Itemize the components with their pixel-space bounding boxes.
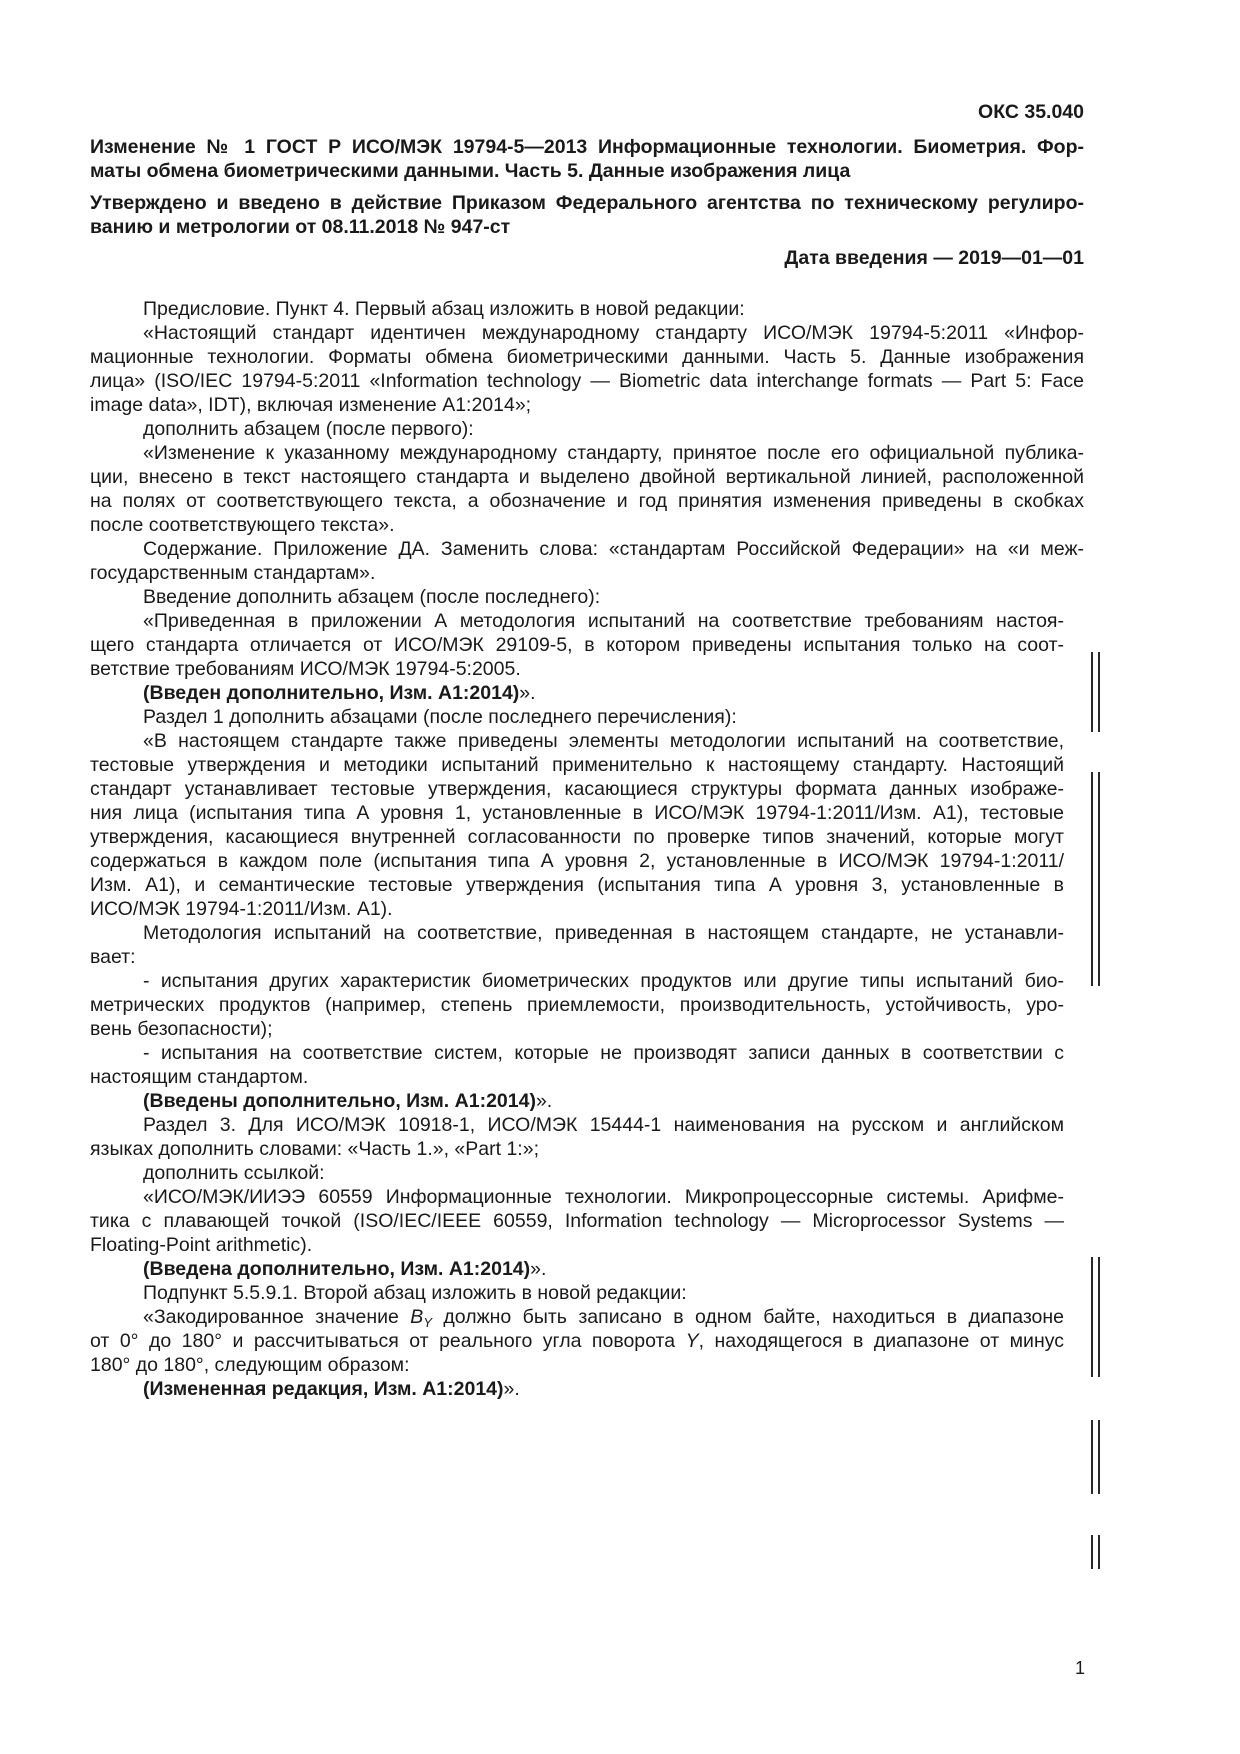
text-line: Раздел 3. Для ИСО/МЭК 10918-1, ИСО/МЭК 15444-1 наименования на русском и английском — [143, 1114, 1064, 1136]
change-note-bold: (Измененная редакция, Изм. А1:2014) — [143, 1378, 504, 1400]
change-note — [143, 681, 1084, 705]
text-line: «ИСО/МЭК/ИИЭЭ 60559 Информационные технологии. Микропроцессорные системы. Арифме- — [143, 1186, 1064, 1208]
text-line: - испытания других характеристик биометрических продуктов или другие типы испытаний био- — [143, 970, 1064, 992]
text-line: стандарт устанавливает тестовые утверждения, касающиеся структуры формата данных изображе- — [90, 778, 1064, 800]
text-line: «Изменение к указанному международному стандарту, принятое после его официальной публика- — [143, 442, 1084, 464]
change-note — [143, 1377, 1084, 1401]
text-line: на полях от соответствующего текста, а обозначение и год принятия изменения приведены в скобках — [90, 490, 1084, 512]
text-line: «В настоящем стандарте также приведены элементы методологии испытаний на соответствие, — [143, 730, 1064, 752]
formula-line: от 0° до 180° и рассчитываться от реального угла поворота Y, находящегося в диапазоне от минус — [90, 1330, 1064, 1352]
approval-line-2: ванию и метрологии от 08.11.2018 № 947-ст — [90, 216, 511, 238]
page-number: 1 — [1075, 1658, 1086, 1678]
change-bar — [1091, 1420, 1100, 1494]
formula-line: «Закодированное значение $B_Y$ должно быть записано в одном байте, находиться в диапазоне — [143, 1306, 1065, 1330]
text-line: языках дополнить словами: «Часть 1.», «Part 1:»; — [90, 1138, 539, 1160]
change-bar — [1091, 652, 1100, 732]
change-note-tail: ». — [535, 1090, 553, 1112]
title-line-2: маты обмена биометрическими данными. Часть 5. Данные изображения лица — [90, 160, 851, 182]
text-line: утверждения, касающиеся внутренней согласованности по проверке типов значений, которые могут — [90, 826, 1064, 848]
change-note — [143, 1089, 1084, 1113]
text-line: дополнить ссылкой: — [143, 1162, 325, 1184]
change-bar — [1091, 1257, 1100, 1377]
text-line: Предисловие. Пункт 4. Первый абзац изложить в новой редакции: — [143, 298, 745, 320]
oks-code: ОКС 35.040 — [978, 101, 1084, 123]
change-note-bold: (Введен дополнительно, Изм. А1:2014) — [143, 682, 520, 704]
text-line: Методология испытаний на соответствие, приведенная в настоящем стандарте, не устанавли- — [143, 922, 1064, 944]
text-line: Изм. А1), и семантические тестовые утверждения (испытания типа А уровня 3, установленные в — [90, 874, 1064, 896]
change-note-tail: ». — [503, 1378, 520, 1400]
change-note-bold: (Введена дополнительно, Изм. А1:2014) — [143, 1258, 531, 1280]
text-line: после соответствующего текста». — [90, 514, 395, 536]
title-line-1: Изменение № 1 ГОСТ Р ИСО/МЭК 19794-5—2013 Информационные технологии. Биометрия. Фор- — [90, 136, 1084, 158]
text-line: мационные технологии. Форматы обмена биометрическими данными. Часть 5. Данные изображения — [90, 346, 1084, 368]
text-line: вень безопасности); — [90, 1018, 273, 1040]
text-line: лица» (ISO/IEC 19794-5:2011 «Information technology — Biometric data interchange formats — Part 5: Face — [90, 370, 1084, 392]
text-line: Floating-Point arithmetic). — [90, 1234, 313, 1256]
text-line: тестовые утверждения и методики испытаний применительно к настоящему стандарту. Настоящий — [90, 754, 1064, 776]
change-note — [143, 1257, 1084, 1281]
text-line: щего стандарта отличается от ИСО/МЭК 29109-5, в котором приведены испытания только на соот- — [90, 634, 1064, 656]
text-line: настоящим стандартом. — [90, 1066, 309, 1088]
text-line: Подпункт 5.5.9.1. Второй абзац изложить в новой редакции: — [143, 1282, 687, 1304]
effective-date: Дата введения — 2019—01—01 — [784, 247, 1084, 269]
change-note-tail: ». — [519, 682, 536, 704]
text-line: ции, внесено в текст настоящего стандарта и выделено двойной вертикальной линией, расположенной — [90, 466, 1084, 488]
approval-line-1: Утверждено и введено в действие Приказом Федерального агентства по техническому регулиро- — [90, 192, 1084, 214]
symbol-y: Y — [685, 1330, 699, 1352]
text-line: «Приведенная в приложении А методология испытаний на соответствие требованиям настоя- — [143, 610, 1064, 632]
text-line: дополнить абзацем (после первого): — [143, 418, 474, 440]
change-note-tail: ». — [530, 1258, 547, 1280]
change-bar — [1091, 1535, 1100, 1569]
text-line: тика с плавающей точкой (ISO/IEC/IEEE 60559, Information technology — Microprocessor Systems — — [90, 1210, 1064, 1232]
text-line: вает: — [90, 946, 136, 968]
text-line: image data», IDT), включая изменение А1:2014»; — [90, 394, 532, 416]
text-line: ИСО/МЭК 19794-1:2011/Изм. А1). — [90, 898, 393, 920]
change-bar — [1091, 772, 1100, 986]
text-line: Содержание. Приложение ДА. Заменить слова: «стандартам Российской Федерации» на «и меж- — [143, 538, 1084, 560]
text-line: Раздел 1 дополнить абзацами (после последнего перечисления): — [143, 706, 737, 728]
text-line: государственным стандартам». — [90, 562, 376, 584]
symbol-b: B — [410, 1306, 424, 1328]
text-line: ветствие требованиям ИСО/МЭК 19794-5:2005. — [90, 658, 521, 680]
symbol-sub: Y — [423, 1315, 432, 1330]
change-note-bold: (Введены дополнительно, Изм. А1:2014) — [143, 1090, 536, 1112]
text-line: метрических продуктов (например, степень приемлемости, производительность, устойчивость, уро- — [90, 994, 1064, 1016]
text-line: ния лица (испытания типа А уровня 1, установленные в ИСО/МЭК 19794-1:2011/Изм. А1), тестовые — [90, 802, 1064, 824]
text-line: 180° до 180°, следующим образом: — [90, 1354, 410, 1376]
text-line: содержаться в каждом поле (испытания типа А уровня 2, установленные в ИСО/МЭК 19794-1:2011/ — [90, 850, 1064, 872]
text-line: «Настоящий стандарт идентичен международному стандарту ИСО/МЭК 19794-5:2011 «Инфор- — [143, 322, 1084, 344]
text-line: Введение дополнить абзацем (после последнего): — [143, 586, 601, 608]
text-line: - испытания на соответствие систем, которые не производят записи данных в соответствии с — [143, 1042, 1064, 1064]
